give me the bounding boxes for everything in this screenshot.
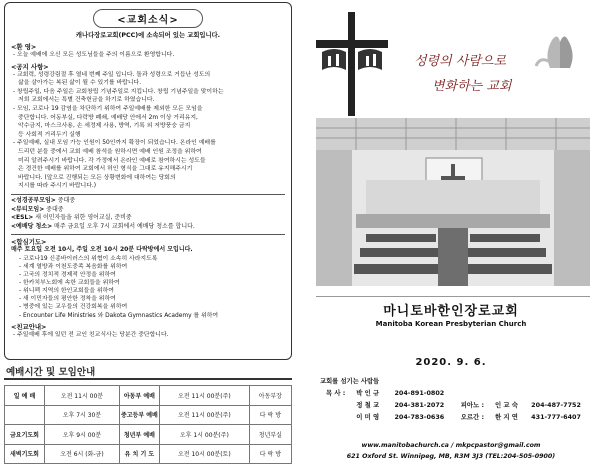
mutual-group-label: <뮤티모임> — [11, 205, 45, 213]
table-cell: 오전 10시 00분(토) — [159, 444, 249, 464]
staff-name: 이 미 영 — [356, 413, 380, 421]
cleaning-label: <예배당 청소> — [11, 222, 53, 230]
schedule-table — [4, 385, 292, 464]
name-rule — [316, 296, 590, 297]
table-cell: 오전 11시 00분(주) — [159, 405, 249, 425]
table-cell: 일 예 배 — [5, 386, 45, 406]
welcome-title: <환 영> — [11, 43, 37, 51]
fellowship-item: - 주일예배 후에 있던 전 교인 친교식사는 당분간 중단합니다. — [13, 331, 169, 338]
prayer-lead: 매주 토요일 오전 10시, 주일 오전 10시 20분 다락방에서 모입니다. — [11, 246, 193, 254]
prayer-item: - 코로나19 신종바이러스의 위협이 소속히 사라지도록 — [19, 255, 158, 262]
divider — [11, 234, 285, 235]
table-cell: 오전 6시 (화-금) — [45, 444, 120, 464]
table-cell: 새벽기도회 — [5, 444, 45, 464]
prayer-title: <합심기도> — [11, 238, 47, 247]
announce-item: 등 사회적 거리두기 실행 — [18, 131, 81, 138]
table-cell — [5, 405, 45, 425]
divider — [11, 194, 285, 195]
staff-row — [326, 400, 581, 409]
staff-name: 인 교 숙 — [494, 401, 518, 409]
prayer-item: - 한카치부노회에 속한 교회들을 위하여 — [19, 280, 120, 287]
schedule-title: 예배시간 및 모임안내 — [6, 367, 96, 378]
prayer-item: - 새 이민자들의 평안한 정착을 위하여 — [19, 296, 116, 303]
announce-title: <공지 사항> — [11, 62, 49, 71]
staff-row — [326, 388, 458, 397]
prayer-item: - 병중에 있는 교우들의 건강회복을 위하여 — [19, 304, 128, 311]
staff-role: 목 사 : — [326, 389, 346, 397]
announce-item: 드리던 분들 중에서 교회 예배 참석을 원하시면 예배 인원 조정을 위하여 — [18, 148, 202, 155]
table-cell: 오전 11시 00분(주) — [159, 386, 249, 406]
announce-item: 삶을 살아가는 복된 삶이 될 수 있기를 바랍니다. — [18, 80, 142, 87]
staff-role: 오르간 : — [460, 413, 485, 421]
staff-phone: 204-487-7752 — [531, 401, 581, 409]
cleaning-text: 매주 금요일 오후 7시 교회에서 예배당 청소를 합니다. — [54, 222, 195, 230]
esl-text: 새 이민자들을 위한 영어교실, 준비중 — [35, 214, 132, 222]
staff-name: 박 인 규 — [356, 389, 380, 397]
staff-name: 정 철 교 — [356, 401, 380, 409]
cross-logo-icon — [316, 12, 388, 116]
esl-label: <ESL> — [11, 214, 34, 222]
bible-study-row — [11, 197, 285, 206]
table-cell: 오후 9시 00분 — [45, 425, 120, 445]
fellowship-title: <친교안내> — [11, 322, 47, 331]
church-address: 621 Oxford St. Winnipeg, MB, R3M 3J3 (TEL:204-505-0900) — [346, 453, 556, 460]
prayer-item: - Encounter Life Ministries 와 Dakota Gymnastics Academy 를 위하여 — [19, 312, 219, 319]
table-cell: 아동부 예배 — [119, 386, 159, 406]
announce-item: - 교회력, 성령강림절 후 열네 번째 주일 입니다. 돌과 성령으로 거듭난 성도의 — [13, 71, 211, 78]
table-cell: 청년부 예배 — [119, 425, 159, 445]
staff-phone: 431-777-6407 — [531, 413, 581, 421]
slogan-line-1: 성령의 사람으로 — [414, 54, 507, 69]
church-name-english: Manitoba Korean Presbyterian Church — [375, 320, 527, 328]
table-cell: 금요기도회 — [5, 425, 45, 445]
bible-study-label: <성경공부모임> — [11, 196, 56, 204]
church-news-title: <교회소식> — [93, 9, 203, 28]
right-page — [302, 0, 600, 465]
announce-item: 저희 교회에서는 특별 건축헌금을 하기로 하였습니다. — [18, 97, 155, 104]
table-cell: 다 락 방 — [249, 405, 291, 425]
announce-item: 은 경건한 예배를 위하여 교회에서 허인 형식을 그대로 유지해주시기 — [18, 166, 193, 173]
announce-item: - 모임, 코로나 19 감염을 차단하기 위하여 주일예배를 제외한 모든 모임을 — [13, 105, 203, 112]
table-cell: 다 락 방 — [249, 444, 291, 464]
bulletin-date: 2020. 9. 6. — [415, 357, 487, 368]
announce-item: 악수금지, 마스크사용, 손 세정제 사용, 방역, 기록 외 저방풍숭 금지 — [18, 123, 191, 130]
cleaning-row — [11, 223, 285, 232]
prayer-item: - 위니펙 지역의 한인교회들을 위하여 — [19, 288, 114, 295]
staff-row — [326, 412, 581, 421]
table-cell: 오후 7시 30분 — [45, 405, 120, 425]
table-cell: 유 치 기 도 — [119, 444, 159, 464]
pcc-affiliation: 캐나다장로교회(PCC)에 소속되어 있는 교회입니다. — [75, 32, 221, 39]
announce-item: - 주일예배, 실내 모임 가능 인원이 50인까지 확장이 되었습니다. 온라인 예배를 — [13, 140, 216, 147]
table-row — [5, 386, 292, 406]
announce-item: 바랍니다. (앞으로 진행되는 모든 상황변화에 대하여는 당회의 — [18, 174, 176, 181]
table-row — [5, 405, 292, 425]
announce-item: 지시를 따라 주시기 바랍니다.) — [18, 183, 97, 190]
announce-item: 미리 알려주시기 바랍니다. 각 가정에서 온라인 예배로 참여하시는 성도들 — [18, 157, 206, 164]
staff-phone: 204-891-0802 — [394, 389, 445, 397]
table-row — [5, 425, 292, 445]
staff-role: 피아노 : — [460, 401, 485, 409]
table-cell: 청년부실 — [249, 425, 291, 445]
church-news-box — [4, 2, 292, 360]
mutual-group-text: 중대중 — [46, 205, 64, 213]
slogan-line-2: 변화하는 교회 — [432, 79, 512, 94]
staff-phone: 204-381-2072 — [394, 401, 445, 409]
table-cell: 오전 11시 00분 — [45, 386, 120, 406]
church-name-korean: 마니토바한인장로교회 — [383, 304, 519, 319]
announce-item: - 창립주일, 다음 주일은 교회창립 기념주일로 지킵니다. 창립 기념주일을 맞이하는 — [13, 88, 224, 95]
mutual-group-row — [11, 206, 285, 215]
sanctuary-photo — [316, 118, 590, 286]
prayer-item: - 고국의 정치적 경제적 안정을 위하여 — [19, 272, 116, 279]
left-page — [0, 0, 298, 465]
website-email-link[interactable]: www.manitobachurch.ca / mkpcpastor@gmail.com — [361, 442, 541, 449]
table-cell: 아동부장 — [249, 386, 291, 406]
praying-hands-icon — [530, 30, 586, 70]
welcome-item: - 오늘 예배에 오신 모든 성도님들을 주의 이름으로 환영합니다. — [13, 52, 175, 58]
table-row — [5, 444, 292, 464]
bible-study-text: 중대중 — [57, 196, 76, 204]
staff-phone: 204-783-0636 — [394, 413, 445, 421]
schedule-rule — [4, 378, 292, 380]
table-cell: 중고등부 예배 — [119, 405, 159, 425]
esl-row — [11, 214, 285, 223]
staff-title: 교회를 섬기는 사람들 — [320, 378, 380, 385]
announce-item: 중단합니다. 어동부실, 다락방 폐쇄, 예배당 안에서 2m 이상 거리유지, — [18, 114, 198, 121]
staff-name: 한 지 연 — [494, 413, 518, 421]
prayer-item: - 세계 열방과 이천도중족 복음화를 위하여 — [19, 263, 128, 270]
table-cell: 오후 1시 00분(주) — [159, 425, 249, 445]
